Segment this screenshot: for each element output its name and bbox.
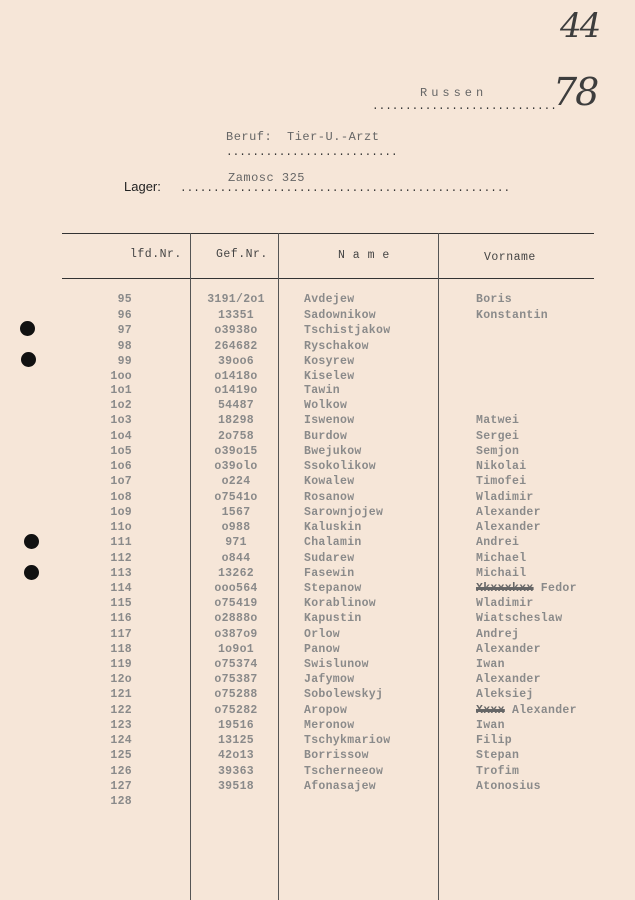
cell-gef-nr: o844 [221,552,251,565]
table-row [0,536,635,551]
cell-vorname: Atonosius [476,780,541,793]
cell-gef-nr: 1567 [221,506,251,519]
cell-lfd-nr: 1o1 [110,384,132,397]
cell-lfd-nr: 1o3 [110,414,132,427]
cell-lfd-nr: 1o6 [110,460,132,473]
column-header-vorname: Vorname [484,251,536,264]
cell-lfd-nr: 96 [117,309,132,322]
cell-lfd-nr: 95 [117,293,132,306]
cell-gef-nr: 39oo6 [217,355,254,368]
cell-name: Kosyrew [304,355,355,368]
cell-name: Fasewin [304,567,355,580]
table-row [0,430,635,445]
cell-name: Kaluskin [304,521,362,534]
table-row [0,355,635,370]
cell-name: Kapustin [304,612,362,625]
cell-name: Burdow [304,430,348,443]
cell-gef-nr: o39o15 [214,445,258,458]
table-top-rule [62,233,594,234]
cell-gef-nr: 19516 [217,719,254,732]
cell-gef-nr: 42o13 [217,749,254,762]
cell-vorname: Iwan [476,719,505,732]
table-row [0,643,635,658]
cell-gef-nr: o387o9 [214,628,258,641]
cell-gef-nr: 1o9o1 [217,643,254,656]
cell-lfd-nr: 112 [110,552,132,565]
table-row [0,384,635,399]
cell-gef-nr: ooo564 [214,582,258,595]
table-row [0,475,635,490]
cell-lfd-nr: 113 [110,567,132,580]
cell-gef-nr: 971 [225,536,247,549]
cell-gef-nr: 54487 [217,399,254,412]
cell-vorname: Wladimir [476,597,534,610]
cell-lfd-nr: 99 [117,355,132,368]
cell-name: Iswenow [304,414,355,427]
cell-gef-nr: o39olo [214,460,258,473]
cell-vorname: Michael [476,552,527,565]
page-number: 44 [560,6,600,46]
cell-vorname: Alexander [476,673,541,686]
cell-vorname: Semjon [476,445,520,458]
cell-vorname: Timofei [476,475,527,488]
cell-lfd-nr: 128 [110,795,132,808]
cell-name: Stepanow [304,582,362,595]
table-row [0,795,635,810]
cell-gef-nr: o2888o [214,612,258,625]
camp-value: Zamosc 325 [228,171,306,185]
cell-lfd-nr: 1o8 [110,491,132,504]
cell-gef-nr: 13125 [217,734,254,747]
cell-lfd-nr: 126 [110,765,132,778]
cell-name: Aropow [304,704,348,717]
table-row [0,673,635,688]
cell-vorname: Andrei [476,536,520,549]
table-row [0,567,635,582]
cell-name: Bwejukow [304,445,362,458]
cell-gef-nr: o988 [221,521,251,534]
table-row [0,293,635,308]
cell-gef-nr: o75387 [214,673,258,686]
cell-gef-nr: o1419o [214,384,258,397]
cell-name: Panow [304,643,341,656]
cell-lfd-nr: 122 [110,704,132,717]
cell-name: Tschykmariow [304,734,391,747]
cell-lfd-nr: 118 [110,643,132,656]
cell-lfd-nr: 1o9 [110,506,132,519]
cell-name: Kiselew [304,370,355,383]
cell-gef-nr: 264682 [214,340,258,353]
struck-out-text: Xxxx [476,704,505,717]
cell-gef-nr: 13262 [217,567,254,580]
nationality-handmark: 78 [553,70,598,114]
cell-vorname: Xxxx Alexander [476,704,577,717]
column-header-name: N a m e [338,249,390,262]
cell-lfd-nr: 11o [110,521,132,534]
cell-name: Sudarew [304,552,355,565]
table-row [0,734,635,749]
table-row [0,414,635,429]
cell-vorname: Sergei [476,430,520,443]
table-row [0,399,635,414]
cell-gef-nr: o75419 [214,597,258,610]
cell-lfd-nr: 98 [117,340,132,353]
cell-name: Avdejew [304,293,355,306]
cell-name: Swislunow [304,658,369,671]
table-row [0,506,635,521]
cell-lfd-nr: 12o [110,673,132,686]
cell-name: Ryschakow [304,340,369,353]
cell-gef-nr: 39363 [217,765,254,778]
cell-gef-nr: 18298 [217,414,254,427]
cell-lfd-nr: 1o2 [110,399,132,412]
cell-gef-nr: o75374 [214,658,258,671]
cell-name: Rosanow [304,491,355,504]
cell-vorname: Xkxxxkxx Fedor [476,582,577,595]
table-row [0,340,635,355]
column-header-gef: Gef.Nr. [216,248,268,261]
cell-lfd-nr: 125 [110,749,132,762]
table-row [0,765,635,780]
table-row [0,324,635,339]
cell-gef-nr: 39518 [217,780,254,793]
cell-vorname: Alexander [476,506,541,519]
cell-vorname: Nikolai [476,460,527,473]
table-row [0,460,635,475]
beruf-dots: .......................... [226,147,398,159]
cell-vorname: Konstantin [476,309,549,322]
table-row [0,719,635,734]
nationality-dots: ............................ [372,101,557,113]
cell-lfd-nr: 1oo [110,370,132,383]
cell-vorname: Alexander [476,643,541,656]
cell-name: Sobolewskyj [304,688,384,701]
cell-name: Borrissow [304,749,369,762]
cell-gef-nr: o1418o [214,370,258,383]
cell-vorname: Wladimir [476,491,534,504]
cell-vorname: Iwan [476,658,505,671]
cell-name: Ssokolikow [304,460,377,473]
lager-label: Lager: [124,179,161,194]
cell-gef-nr: 13351 [217,309,254,322]
cell-name: Sarownjojew [304,506,384,519]
cell-lfd-nr: 116 [110,612,132,625]
struck-out-text: Xkxxxkxx [476,582,534,595]
cell-lfd-nr: 127 [110,780,132,793]
cell-gef-nr: 3191/2o1 [207,293,265,306]
cell-vorname: Wiatscheslaw [476,612,563,625]
cell-name: Tschistjakow [304,324,391,337]
cell-vorname: Boris [476,293,513,306]
cell-gef-nr: o224 [221,475,251,488]
table-row [0,688,635,703]
cell-lfd-nr: 123 [110,719,132,732]
cell-name: Sadownikow [304,309,377,322]
cell-vorname: Andrej [476,628,520,641]
cell-lfd-nr: 117 [110,628,132,641]
cell-name: Afonasajew [304,780,377,793]
table-header-rule [62,278,594,279]
cell-vorname: Matwei [476,414,520,427]
cell-vorname: Filip [476,734,513,747]
cell-vorname: Michail [476,567,527,580]
cell-lfd-nr: 114 [110,582,132,595]
cell-name: Korablinow [304,597,377,610]
table-row [0,780,635,795]
cell-lfd-nr: 121 [110,688,132,701]
table-row [0,749,635,764]
beruf-value: Tier-U.-Arzt [287,130,380,144]
cell-name: Wolkow [304,399,348,412]
cell-name: Orlow [304,628,341,641]
table-row [0,582,635,597]
cell-lfd-nr: 119 [110,658,132,671]
cell-lfd-nr: 124 [110,734,132,747]
cell-lfd-nr: 1o4 [110,430,132,443]
table-row [0,521,635,536]
cell-lfd-nr: 1o5 [110,445,132,458]
cell-name: Jafymow [304,673,355,686]
cell-vorname: Aleksiej [476,688,534,701]
cell-gef-nr: o7541o [214,491,258,504]
table-row [0,445,635,460]
table-row [0,309,635,324]
cell-name: Meronow [304,719,355,732]
column-header-lfd: lfd.Nr. [130,248,182,261]
cell-lfd-nr: 111 [110,536,132,549]
cell-vorname: Alexander [476,521,541,534]
table-row [0,628,635,643]
lager-dots: .................................................. [180,183,511,195]
cell-gef-nr: o75282 [214,704,258,717]
table-row [0,552,635,567]
table-row [0,370,635,385]
cell-gef-nr: 2o758 [217,430,254,443]
cell-name: Tawin [304,384,341,397]
cell-name: Chalamin [304,536,362,549]
cell-lfd-nr: 97 [117,324,132,337]
table-row [0,704,635,719]
cell-name: Tscherneeow [304,765,384,778]
table-row [0,491,635,506]
beruf-label: Beruf: [226,130,273,144]
cell-lfd-nr: 115 [110,597,132,610]
cell-name: Kowalew [304,475,355,488]
cell-gef-nr: o75288 [214,688,258,701]
table-row [0,597,635,612]
table-row [0,658,635,673]
cell-vorname: Trofim [476,765,520,778]
cell-gef-nr: o3938o [214,324,258,337]
cell-lfd-nr: 1o7 [110,475,132,488]
nationality: Russen [420,86,488,100]
cell-vorname: Stepan [476,749,520,762]
table-row [0,612,635,627]
